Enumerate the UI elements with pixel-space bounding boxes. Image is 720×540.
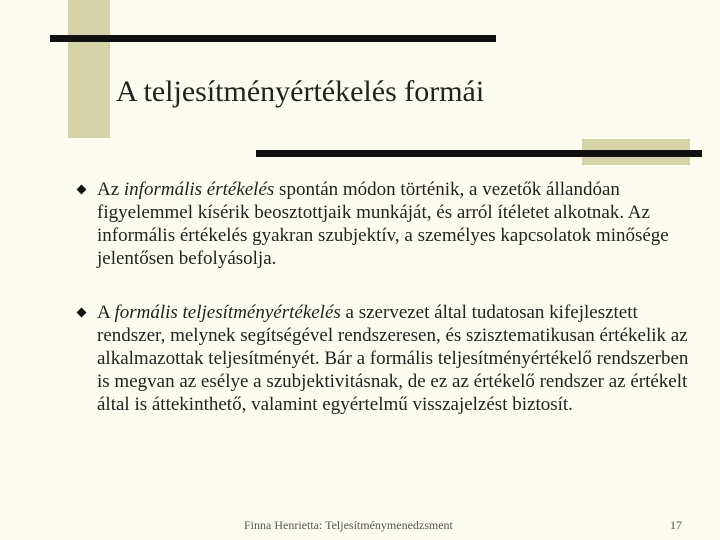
diamond-bullet-icon [77,308,87,318]
bullet-formal [78,301,690,416]
bullet-text [97,179,669,269]
slide-title: A teljesítményértékelés formái [116,75,485,108]
decorative-bar-top [50,35,496,42]
bullet-emphasis: formális teljesítményértékelés [114,302,341,323]
bullet-text [97,302,688,415]
page-number: 17 [670,518,682,532]
decorative-bar-middle [256,150,702,157]
bullet-body: spontán módon történik, a vezetők állandóan figyelemmel kísérik beosztottjaik munkáját, és arról ítéletet alkotnak. Az informális értékelés gyakran szubjektív, a személyes kapcsolatok minősége jelentősen befolyásolja. [97,179,669,269]
bullet-emphasis: informális értékelés [123,179,275,200]
slide-footer: Finna Henrietta: Teljesítménymenedzsment [244,518,453,532]
bullet-body: a szervezet által tudatosan kifejlesztett rendszer, melynek segítségével rendszeresen, és szisztematikusan értékelik az alkalmazottak teljesítményét. Bár a formális teljesítményértékelő rendszerben is megvan az esélye a szubjektivitásnak, de ez az értékelő rendszer az értékelt által is áttekinthető, valamint egyértelmű visszajelzést biztosít. [97,302,689,415]
decorative-olive-block-left [68,0,110,138]
bullet-prefix: Az [97,179,124,200]
bullet-prefix: A [97,302,115,323]
bullet-list [78,178,690,416]
bullet-informal [78,178,690,270]
diamond-bullet-icon [77,185,87,195]
